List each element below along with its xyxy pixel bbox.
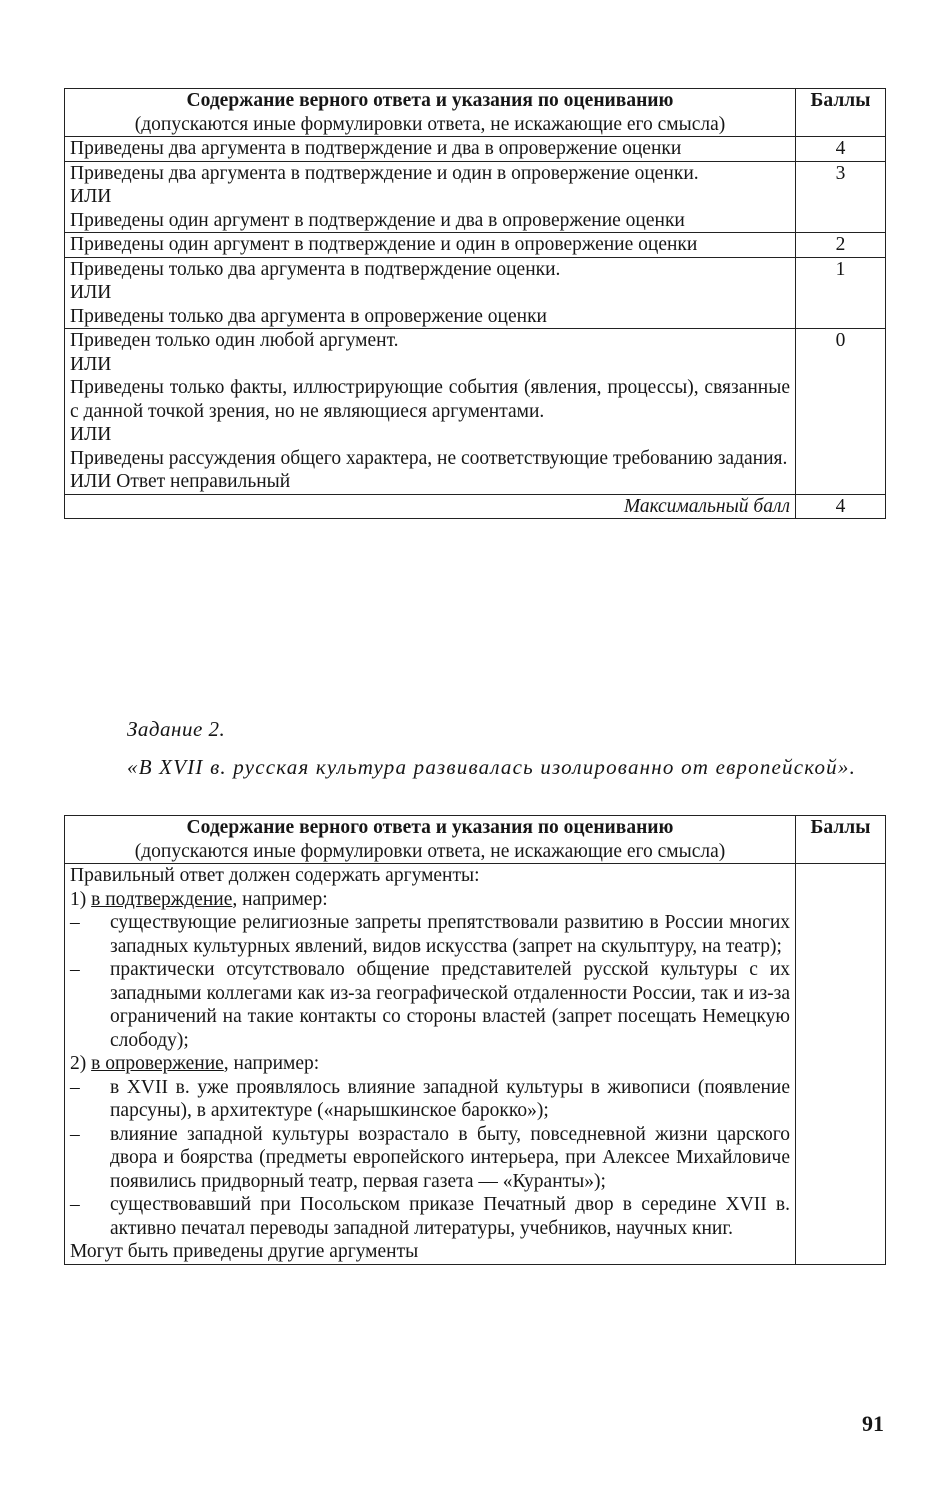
list-item-text: в XVII в. уже проявлялось влияние западной культуры в живописи (появление парсуны), в архитектуре («нарышкинское барокко»); — [110, 1076, 790, 1121]
grading-table-1 — [64, 88, 886, 519]
header-subtitle: (допускаются иные формулировки ответа, не искажающие его смысла) — [134, 113, 726, 135]
page-number: 91 — [862, 1411, 884, 1436]
confirm-number: 1) — [70, 888, 87, 910]
refute-number: 2) — [70, 1053, 87, 1074]
criterion-line: Приведены только два аргумента в опровержение оценки — [70, 305, 547, 327]
list-item — [70, 1123, 790, 1194]
dash-bullet: – — [70, 1123, 80, 1145]
points-cell — [796, 864, 886, 1265]
criterion-line: ИЛИ — [70, 282, 112, 303]
header-title: Содержание верного ответа и указания по оцениванию — [186, 817, 674, 838]
criterion-cell — [65, 161, 796, 233]
criterion-line: Приведены один аргумент в подтверждение и один в опровержение оценки — [70, 234, 698, 255]
points-cell: 2 — [796, 233, 886, 258]
criterion-line: ИЛИ — [70, 353, 112, 375]
task-title: Задание 2. — [127, 717, 226, 741]
answer-outro: Могут быть приведены другие аргументы — [70, 1241, 419, 1262]
max-score-label: Максимальный балл — [65, 494, 796, 519]
points-cell: 4 — [796, 137, 886, 162]
table-header-row — [65, 89, 886, 137]
dash-bullet: – — [70, 959, 80, 980]
list-item — [70, 1076, 790, 1123]
header-points: Баллы — [796, 89, 886, 137]
table-row — [65, 161, 886, 233]
dash-bullet: – — [70, 1194, 80, 1215]
table-header-row — [65, 816, 886, 864]
confirm-label: в подтверждение — [91, 888, 233, 910]
criterion-line: Приведен только один любой аргумент. — [70, 330, 399, 351]
header-content-cell — [65, 89, 796, 137]
list-item-text: существующие религиозные запреты препятствовали развитию в России многих западных культурных явлений, видов искусства (запрет на скульптуру, на театр); — [110, 912, 790, 957]
criterion-line: ИЛИ — [70, 424, 112, 445]
answer-content-cell — [65, 864, 796, 1265]
list-item — [70, 958, 790, 1052]
refute-label: в опровержение — [91, 1053, 224, 1074]
criterion-line: Приведены только факты, иллюстрирующие события (явления, процессы), связанные с данной точкой зрения, но не являющиеся аргументами. — [70, 377, 790, 422]
max-score-row — [65, 494, 886, 519]
table-row — [65, 329, 886, 495]
criterion-cell — [65, 233, 796, 258]
criterion-line: Приведены один аргумент в подтверждение и два в опровержение оценки — [70, 209, 685, 231]
header-title: Содержание верного ответа и указания по оцениванию — [186, 90, 674, 111]
confirm-heading — [70, 888, 790, 912]
criterion-line: Приведены два аргумента в подтверждение и один в опровержение оценки. — [70, 162, 699, 184]
criterion-line: ИЛИ — [70, 186, 112, 207]
task-statement: «В XVII в. русская культура развивалась изолированно от европейской». — [127, 755, 857, 779]
refute-suffix: , например: — [223, 1053, 320, 1074]
header-content-cell — [65, 816, 796, 864]
table-row — [65, 137, 886, 162]
criterion-line: Приведены рассуждения общего характера, не соответствующие требованию задания. — [70, 447, 788, 469]
criterion-cell — [65, 257, 796, 329]
criterion-cell — [65, 329, 796, 495]
points-cell: 0 — [796, 329, 886, 495]
answer-intro: Правильный ответ должен содержать аргументы: — [70, 865, 480, 886]
grading-table-2 — [64, 815, 886, 1265]
list-item-text: практически отсутствовало общение представителей русской культуры с их западными коллегами как из-за географической отдаленности России, так и из-за ограничений на такие контакты со стороны властей (запрет посещать Немецкую слободу); — [110, 959, 790, 1051]
list-item-text: существовавший при Посольском приказе Печатный двор в середине XVII в. активно печатал переводы западной литературы, учебников, научных книг. — [110, 1194, 790, 1239]
list-item — [70, 911, 790, 958]
criterion-line: Приведены два аргумента в подтверждение и два в опровержение оценки — [70, 138, 682, 159]
confirm-suffix: , например: — [232, 888, 328, 910]
dash-bullet: – — [70, 912, 80, 933]
points-cell: 3 — [796, 161, 886, 233]
header-subtitle: (допускаются иные формулировки ответа, не искажающие его смысла) — [134, 840, 726, 862]
list-item-text: влияние западной культуры возрастало в быту, повседневной жизни царского двора и боярства (предметы европейского интерьера, при Алексее Михайловиче появились придворный театр, первая газета — «Куранты»); — [110, 1123, 790, 1192]
list-item — [70, 1193, 790, 1240]
refute-heading — [70, 1052, 790, 1076]
table-row — [65, 864, 886, 1265]
criterion-line: ИЛИ Ответ неправильный — [70, 471, 291, 492]
table-row — [65, 233, 886, 258]
criterion-line: Приведены только два аргумента в подтверждение оценки. — [70, 258, 561, 280]
points-cell: 1 — [796, 257, 886, 329]
dash-bullet: – — [70, 1076, 80, 1098]
max-score-value: 4 — [796, 494, 886, 519]
table-row — [65, 257, 886, 329]
criterion-cell — [65, 137, 796, 162]
header-points: Баллы — [796, 816, 886, 864]
